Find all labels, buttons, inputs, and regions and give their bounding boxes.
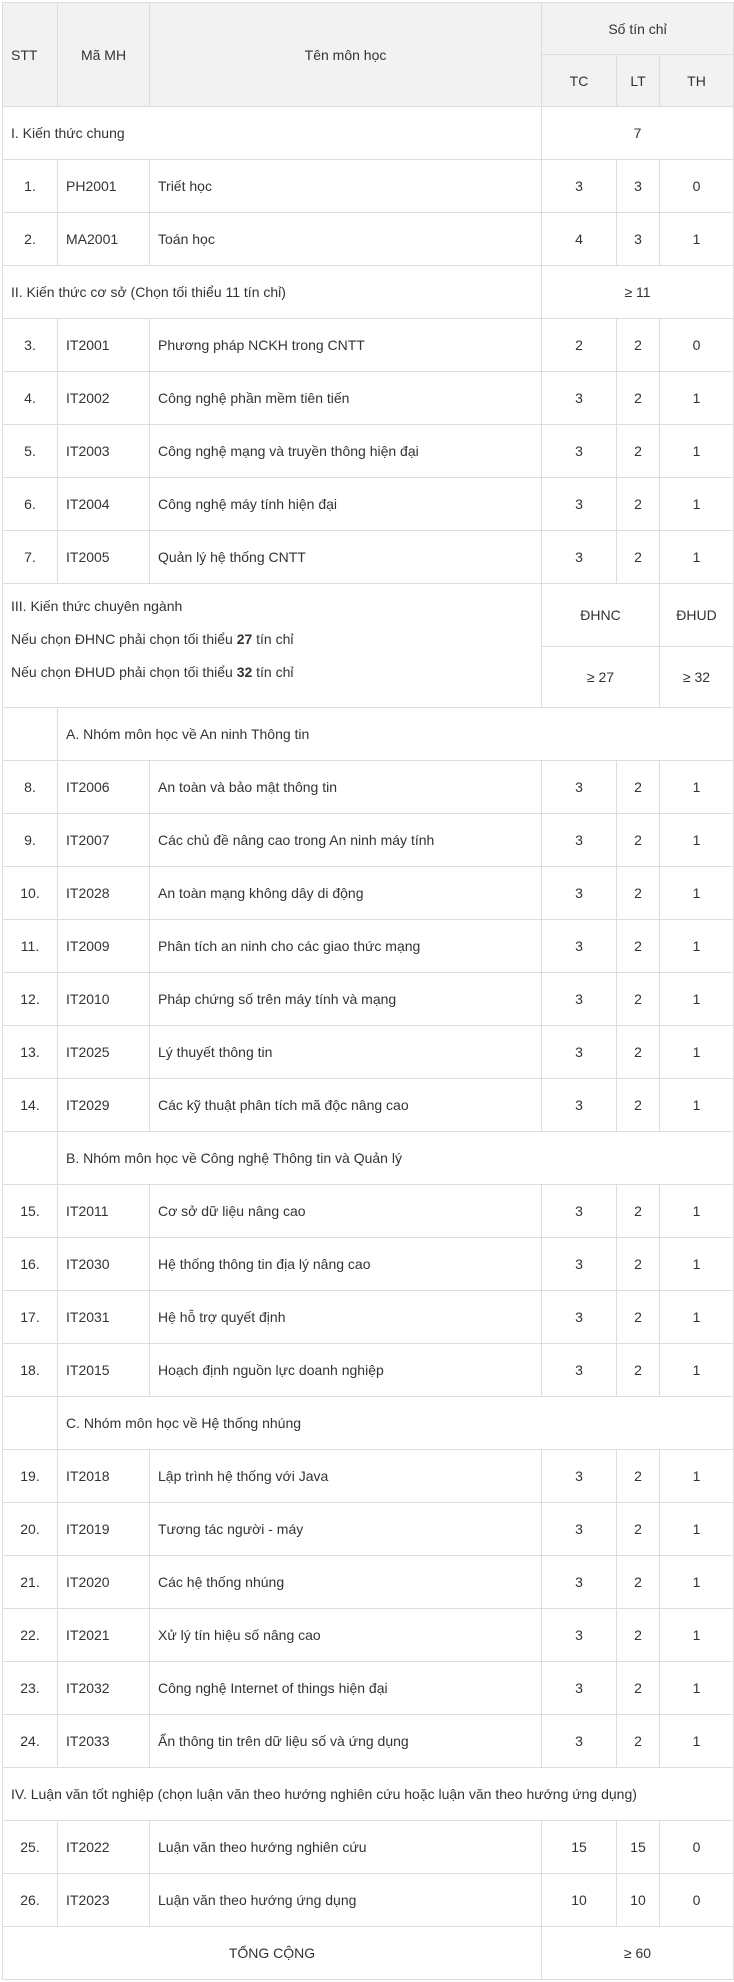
course-stt: 8. xyxy=(3,761,58,814)
spec-note-text: tín chỉ xyxy=(252,664,294,680)
course-th: 0 xyxy=(660,160,734,213)
section-total: ≥ 11 xyxy=(542,266,734,319)
course-th: 1 xyxy=(660,867,734,920)
course-code: IT2006 xyxy=(58,761,150,814)
course-tc: 3 xyxy=(542,1503,617,1556)
course-stt: 2. xyxy=(3,213,58,266)
course-th: 1 xyxy=(660,1079,734,1132)
course-stt: 20. xyxy=(3,1503,58,1556)
spec-note-number: 27 xyxy=(236,631,253,647)
spec-note-text: Nếu chọn ĐHNC phải chọn tối thiểu xyxy=(11,631,237,647)
section-row xyxy=(3,584,734,647)
course-stt: 22. xyxy=(3,1609,58,1662)
course-lt: 2 xyxy=(617,761,660,814)
course-stt: 3. xyxy=(3,319,58,372)
course-name: Luận văn theo hướng ứng dụng xyxy=(150,1874,542,1927)
spec-note-dhnc xyxy=(11,623,533,656)
course-th: 1 xyxy=(660,1344,734,1397)
header-so-tin-chi: Số tín chỉ xyxy=(542,3,734,55)
course-th: 1 xyxy=(660,425,734,478)
course-name: Các chủ đề nâng cao trong An ninh máy tính xyxy=(150,814,542,867)
table-row xyxy=(3,1026,734,1079)
header-th: TH xyxy=(660,55,734,107)
table-row xyxy=(3,867,734,920)
group-row xyxy=(3,1397,734,1450)
course-name: Ẩn thông tin trên dữ liệu số và ứng dụng xyxy=(150,1715,542,1768)
table-row xyxy=(3,1503,734,1556)
course-stt: 18. xyxy=(3,1344,58,1397)
course-name: Quản lý hệ thống CNTT xyxy=(150,531,542,584)
course-lt: 2 xyxy=(617,372,660,425)
table-row xyxy=(3,1079,734,1132)
table-row xyxy=(3,1662,734,1715)
table-row xyxy=(3,1821,734,1874)
course-th: 1 xyxy=(660,1609,734,1662)
course-th: 1 xyxy=(660,814,734,867)
course-code: IT2009 xyxy=(58,920,150,973)
group-title: A. Nhóm môn học về An ninh Thông tin xyxy=(58,708,734,761)
course-name: Lập trình hệ thống với Java xyxy=(150,1450,542,1503)
total-row xyxy=(3,1927,734,1980)
course-lt: 2 xyxy=(617,1344,660,1397)
course-code: IT2019 xyxy=(58,1503,150,1556)
course-lt: 2 xyxy=(617,1026,660,1079)
spec-note-text: Nếu chọn ĐHUD phải chọn tối thiểu xyxy=(11,664,237,680)
course-tc: 3 xyxy=(542,425,617,478)
course-tc: 10 xyxy=(542,1874,617,1927)
course-name: An toàn mạng không dây di động xyxy=(150,867,542,920)
course-name: An toàn và bảo mật thông tin xyxy=(150,761,542,814)
spec-note-text: tín chỉ xyxy=(252,631,294,647)
table-row xyxy=(3,920,734,973)
total-label: TỔNG CỘNG xyxy=(3,1927,542,1980)
course-name: Hệ thống thông tin địa lý nâng cao xyxy=(150,1238,542,1291)
course-name: Phân tích an ninh cho các giao thức mạng xyxy=(150,920,542,973)
table-row xyxy=(3,478,734,531)
course-tc: 3 xyxy=(542,1715,617,1768)
course-name: Công nghệ mạng và truyền thông hiện đại xyxy=(150,425,542,478)
course-code: IT2025 xyxy=(58,1026,150,1079)
course-lt: 2 xyxy=(617,1609,660,1662)
course-stt: 26. xyxy=(3,1874,58,1927)
group-spacer xyxy=(3,1397,58,1450)
table-row xyxy=(3,1291,734,1344)
course-name: Toán học xyxy=(150,213,542,266)
course-th: 1 xyxy=(660,1185,734,1238)
course-lt: 2 xyxy=(617,1662,660,1715)
course-th: 1 xyxy=(660,1715,734,1768)
table-row xyxy=(3,761,734,814)
group-spacer xyxy=(3,708,58,761)
course-tc: 3 xyxy=(542,1026,617,1079)
header-ten-mon-hoc: Tên môn học xyxy=(150,3,542,107)
course-code: IT2021 xyxy=(58,1609,150,1662)
course-th: 1 xyxy=(660,1556,734,1609)
table-body xyxy=(3,107,734,1980)
dhnc-label: ĐHNC xyxy=(542,584,660,647)
table-row xyxy=(3,160,734,213)
course-lt: 2 xyxy=(617,1450,660,1503)
table-row xyxy=(3,1556,734,1609)
group-row xyxy=(3,1132,734,1185)
course-th: 0 xyxy=(660,1874,734,1927)
course-tc: 3 xyxy=(542,1556,617,1609)
course-code: IT2011 xyxy=(58,1185,150,1238)
course-tc: 3 xyxy=(542,160,617,213)
course-code: IT2003 xyxy=(58,425,150,478)
course-stt: 23. xyxy=(3,1662,58,1715)
course-th: 1 xyxy=(660,372,734,425)
course-name: Xử lý tín hiệu số nâng cao xyxy=(150,1609,542,1662)
group-spacer xyxy=(3,1132,58,1185)
course-lt: 2 xyxy=(617,920,660,973)
course-tc: 3 xyxy=(542,1344,617,1397)
course-th: 1 xyxy=(660,920,734,973)
course-stt: 17. xyxy=(3,1291,58,1344)
course-name: Pháp chứng số trên máy tính và mạng xyxy=(150,973,542,1026)
course-code: IT2020 xyxy=(58,1556,150,1609)
spec-title: III. Kiến thức chuyên ngành xyxy=(11,598,183,614)
course-name: Công nghệ máy tính hiện đại xyxy=(150,478,542,531)
spec-note-number: 32 xyxy=(236,664,253,680)
course-tc: 3 xyxy=(542,478,617,531)
course-lt: 2 xyxy=(617,478,660,531)
course-code: IT2002 xyxy=(58,372,150,425)
course-name: Hoạch định nguồn lực doanh nghiệp xyxy=(150,1344,542,1397)
course-name: Cơ sở dữ liệu nâng cao xyxy=(150,1185,542,1238)
course-lt: 3 xyxy=(617,213,660,266)
section-row xyxy=(3,266,734,319)
course-code: IT2010 xyxy=(58,973,150,1026)
course-lt: 2 xyxy=(617,1291,660,1344)
course-code: IT2022 xyxy=(58,1821,150,1874)
course-tc: 3 xyxy=(542,867,617,920)
header-stt: STT xyxy=(3,3,58,107)
course-code: IT2028 xyxy=(58,867,150,920)
course-stt: 11. xyxy=(3,920,58,973)
course-lt: 2 xyxy=(617,531,660,584)
course-code: IT2032 xyxy=(58,1662,150,1715)
course-stt: 16. xyxy=(3,1238,58,1291)
course-stt: 5. xyxy=(3,425,58,478)
course-stt: 7. xyxy=(3,531,58,584)
course-stt: 12. xyxy=(3,973,58,1026)
course-code: IT2015 xyxy=(58,1344,150,1397)
course-lt: 2 xyxy=(617,1715,660,1768)
course-name: Công nghệ Internet of things hiện đại xyxy=(150,1662,542,1715)
table-row xyxy=(3,1450,734,1503)
table-row xyxy=(3,425,734,478)
table-row xyxy=(3,973,734,1026)
course-th: 1 xyxy=(660,973,734,1026)
course-stt: 14. xyxy=(3,1079,58,1132)
table-row xyxy=(3,213,734,266)
course-tc: 3 xyxy=(542,814,617,867)
course-tc: 3 xyxy=(542,1238,617,1291)
total-value: ≥ 60 xyxy=(542,1927,734,1980)
course-stt: 13. xyxy=(3,1026,58,1079)
table-row xyxy=(3,531,734,584)
course-stt: 21. xyxy=(3,1556,58,1609)
course-code: IT2018 xyxy=(58,1450,150,1503)
section-total: 7 xyxy=(542,107,734,160)
table-row xyxy=(3,1238,734,1291)
section-title xyxy=(3,584,542,708)
course-name: Công nghệ phần mềm tiên tiến xyxy=(150,372,542,425)
course-stt: 24. xyxy=(3,1715,58,1768)
course-code: IT2007 xyxy=(58,814,150,867)
table-row xyxy=(3,372,734,425)
course-stt: 25. xyxy=(3,1821,58,1874)
table-row xyxy=(3,1609,734,1662)
course-tc: 3 xyxy=(542,973,617,1026)
course-name: Các hệ thống nhúng xyxy=(150,1556,542,1609)
course-th: 0 xyxy=(660,319,734,372)
section-row xyxy=(3,107,734,160)
section-title: IV. Luận văn tốt nghiệp (chọn luận văn theo hướng nghiên cứu hoặc luận văn theo hướng ứng dụng) xyxy=(3,1768,734,1821)
course-tc: 2 xyxy=(542,319,617,372)
course-tc: 3 xyxy=(542,372,617,425)
course-lt: 2 xyxy=(617,425,660,478)
course-th: 1 xyxy=(660,531,734,584)
course-stt: 15. xyxy=(3,1185,58,1238)
course-tc: 3 xyxy=(542,1662,617,1715)
course-code: IT2005 xyxy=(58,531,150,584)
course-lt: 2 xyxy=(617,1238,660,1291)
table-row xyxy=(3,1185,734,1238)
curriculum-table xyxy=(2,2,734,1980)
course-name: Lý thuyết thông tin xyxy=(150,1026,542,1079)
group-title: B. Nhóm môn học về Công nghệ Thông tin và Quản lý xyxy=(58,1132,734,1185)
course-name: Triết học xyxy=(150,160,542,213)
course-lt: 2 xyxy=(617,1503,660,1556)
course-code: IT2030 xyxy=(58,1238,150,1291)
course-tc: 4 xyxy=(542,213,617,266)
course-name: Phương pháp NCKH trong CNTT xyxy=(150,319,542,372)
group-title: C. Nhóm môn học về Hệ thống nhúng xyxy=(58,1397,734,1450)
course-lt: 3 xyxy=(617,160,660,213)
course-th: 1 xyxy=(660,1503,734,1556)
course-lt: 10 xyxy=(617,1874,660,1927)
course-th: 0 xyxy=(660,1821,734,1874)
course-name: Các kỹ thuật phân tích mã độc nâng cao xyxy=(150,1079,542,1132)
course-name: Tương tác người - máy xyxy=(150,1503,542,1556)
course-tc: 3 xyxy=(542,1185,617,1238)
table-header xyxy=(3,3,734,107)
course-th: 1 xyxy=(660,478,734,531)
course-code: IT2033 xyxy=(58,1715,150,1768)
table-row xyxy=(3,1874,734,1927)
course-lt: 2 xyxy=(617,1185,660,1238)
course-th: 1 xyxy=(660,213,734,266)
course-tc: 3 xyxy=(542,1450,617,1503)
course-tc: 3 xyxy=(542,920,617,973)
course-code: IT2031 xyxy=(58,1291,150,1344)
course-lt: 2 xyxy=(617,867,660,920)
course-lt: 2 xyxy=(617,1079,660,1132)
course-name: Luận văn theo hướng nghiên cứu xyxy=(150,1821,542,1874)
course-lt: 2 xyxy=(617,319,660,372)
course-th: 1 xyxy=(660,1026,734,1079)
course-code: IT2001 xyxy=(58,319,150,372)
course-stt: 4. xyxy=(3,372,58,425)
dhud-label: ĐHUD xyxy=(660,584,734,647)
group-row xyxy=(3,708,734,761)
course-th: 1 xyxy=(660,1238,734,1291)
course-th: 1 xyxy=(660,1450,734,1503)
header-lt: LT xyxy=(617,55,660,107)
course-tc: 15 xyxy=(542,1821,617,1874)
course-lt: 15 xyxy=(617,1821,660,1874)
header-tc: TC xyxy=(542,55,617,107)
course-name: Hệ hỗ trợ quyết định xyxy=(150,1291,542,1344)
section-row xyxy=(3,1768,734,1821)
course-lt: 2 xyxy=(617,1556,660,1609)
course-code: IT2023 xyxy=(58,1874,150,1927)
dhnc-value: ≥ 27 xyxy=(542,647,660,708)
table-row xyxy=(3,814,734,867)
table-row xyxy=(3,1344,734,1397)
course-tc: 3 xyxy=(542,1291,617,1344)
course-tc: 3 xyxy=(542,1609,617,1662)
header-ma-mh: Mã MH xyxy=(58,3,150,107)
course-tc: 3 xyxy=(542,1079,617,1132)
course-lt: 2 xyxy=(617,814,660,867)
course-code: IT2004 xyxy=(58,478,150,531)
course-tc: 3 xyxy=(542,531,617,584)
course-stt: 10. xyxy=(3,867,58,920)
section-title: II. Kiến thức cơ sở (Chọn tối thiểu 11 tín chỉ) xyxy=(3,266,542,319)
dhud-value: ≥ 32 xyxy=(660,647,734,708)
table-row xyxy=(3,319,734,372)
section-title: I. Kiến thức chung xyxy=(3,107,542,160)
course-th: 1 xyxy=(660,761,734,814)
course-code: MA2001 xyxy=(58,213,150,266)
course-stt: 1. xyxy=(3,160,58,213)
course-stt: 19. xyxy=(3,1450,58,1503)
course-th: 1 xyxy=(660,1291,734,1344)
table-row xyxy=(3,1715,734,1768)
spec-note-dhud xyxy=(11,656,533,689)
course-tc: 3 xyxy=(542,761,617,814)
course-code: PH2001 xyxy=(58,160,150,213)
course-lt: 2 xyxy=(617,973,660,1026)
course-stt: 6. xyxy=(3,478,58,531)
course-stt: 9. xyxy=(3,814,58,867)
course-th: 1 xyxy=(660,1662,734,1715)
course-code: IT2029 xyxy=(58,1079,150,1132)
